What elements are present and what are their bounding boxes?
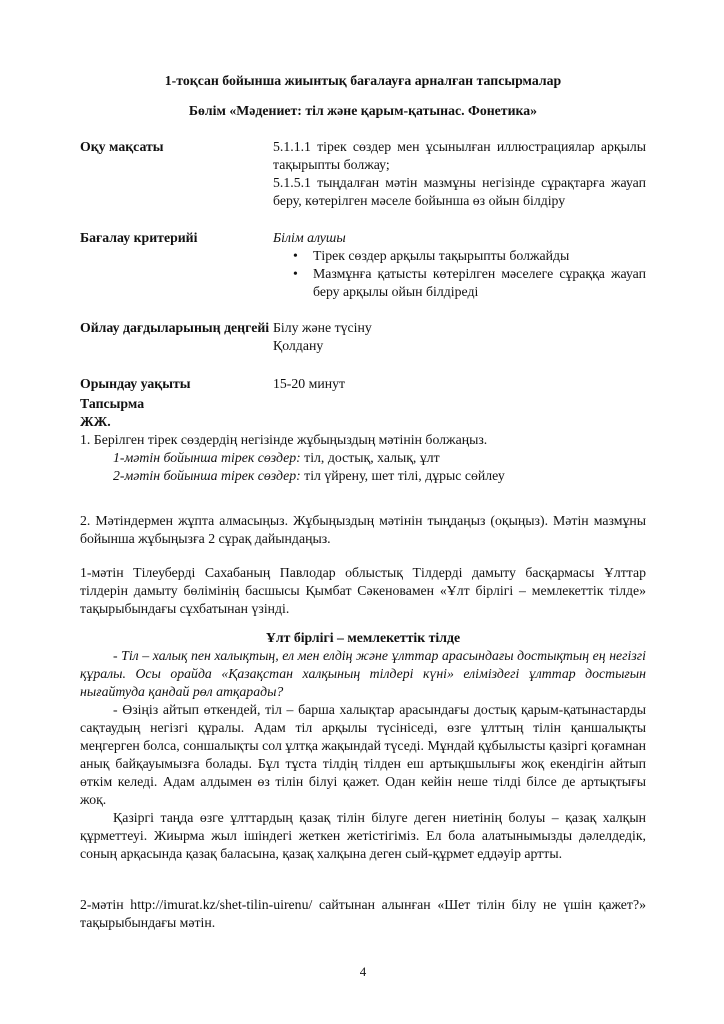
- thinking-value: [273, 319, 646, 355]
- task-section: [80, 395, 646, 485]
- thinking-level: Қолдану: [273, 338, 324, 353]
- text1-keywords-label: 1-мәтін бойынша тірек сөздер:: [113, 450, 301, 465]
- criteria-list: [273, 247, 646, 301]
- text1-intro: 1-мәтін Тілеуберді Сахабаның Павлодар облыстық Тілдерді дамыту басқармасы Ұлттар тілдерін дамыту бөлімінің басшысы Қымбат Сәкеновамен «Ұлт бірлігі – мемлекеттік тілде» тақырыбындағы сұхбатынан үзінді.: [80, 565, 646, 616]
- text2-intro: 2-мәтін http://imurat.kz/shet-tilin-uirenu/ сайтынан алынған «Шет тілін білу не үшін қажет?» тақырыбындағы мәтін.: [80, 897, 646, 930]
- article-question: - Тіл – халық пен халықтың, ел мен елдің және ұлттар арасындағы достықтың ең негізгі құралы. Осы орайда «Қазақстан халқының тілдері күні» еліміздегі ұлттар достығын нығайтуда қандай рөл атқарады?: [80, 648, 646, 699]
- text2-keywords-words: тіл үйрену, шет тілі, дұрыс сөйлеу: [300, 468, 505, 483]
- criteria-intro: Білім алушы: [273, 230, 346, 245]
- text2-keywords: [80, 467, 646, 485]
- time-label: Орындау уақыты: [80, 376, 191, 391]
- criteria-label: Бағалау критерийі: [80, 230, 198, 245]
- article-answer-paragraph: Қазіргі таңда өзге ұлттардың қазақ тілін білуге деген ниетінің болуы – қазақ халқын құрметтеуі. Жиырма жыл ішіндегі жеткен жетістігіміз. Ел бола алатынымызды дәлелдедік, соның арқасында қазақ баласына, қазақ халқына деген сый-құрмет еддәуір артты.: [80, 810, 646, 861]
- criteria-item: • Тірек сөздер арқылы тақырыпты болжайды: [273, 247, 646, 265]
- section-title: Бөлім «Мәдениет: тіл және қарым-қатынас. Фонетика»: [188, 103, 538, 118]
- objective-item: 5.1.1.1 тірек сөздер мен ұсынылған иллюстрациялар арқылы тақырыпты болжау;: [273, 139, 646, 172]
- article-answer-paragraph: - Өзіңіз айтып өткендей, тіл – барша халықтар арасындағы достық қарым-қатынастарды сақтаудың негізгі құралы. Адам тіл арқылы түсініседі, өзге ұлттың тілін қаншалықты меңгерген болса, соншалықты сол ұлтқа жақындай түседі. Мұндай құбылысты қазіргі қоғамнан анық байқауымызға болады. Бұл тұста тілдің тілден еш артықшылығы жоқ екендігін айтып өткім келеді. Адам алдымен өз тілін білуі қажет. Одан кейін неше тілді білсе де артықтығы жоқ.: [80, 702, 646, 807]
- text2-keywords-label: 2-мәтін бойынша тірек сөздер:: [113, 468, 301, 483]
- article-title: Ұлт бірлігі – мемлекеттік тілде: [265, 630, 461, 645]
- thinking-row: [80, 319, 646, 355]
- page-number: 4: [359, 964, 367, 979]
- objectives-value: [273, 138, 646, 210]
- objective-item: 5.1.5.1 тыңдалған мәтін мазмұны негізінде сұрақтарға жауап беру, көтерілген мәселе бойынша өз ойын білдіру: [273, 175, 646, 208]
- criteria-item: • Мазмұнға қатысты көтерілген мәселеге сұраққа жауап беру арқылы ойын білдіреді: [273, 265, 646, 301]
- task-subheading: ЖЖ.: [80, 414, 111, 429]
- thinking-level: Білу және түсіну: [273, 320, 372, 335]
- document-title: 1-тоқсан бойынша жиынтық бағалауға арналған тапсырмалар: [164, 73, 562, 88]
- task-item-2: 2. Мәтіндермен жұпта алмасыңыз. Жұбыңыздың мәтінін тыңдаңыз (оқыңыз). Мәтін мазмұны бойынша жұбыңызға 2 сұрақ дайындаңыз.: [80, 513, 646, 546]
- task-item-1: 1. Берілген тірек сөздердің негізінде жұбыңыздың мәтінін болжаңыз.: [80, 432, 488, 447]
- document-page: [80, 0, 646, 1024]
- article: [80, 629, 646, 863]
- text1-keywords: [80, 449, 646, 467]
- objectives-row: [80, 138, 646, 210]
- criteria-value: [273, 229, 646, 301]
- time-value: 15-20 минут: [273, 376, 346, 391]
- text1-keywords-words: тіл, достық, халық, ұлт: [300, 450, 440, 465]
- time-row: [80, 375, 646, 393]
- task-heading: Тапсырма: [80, 396, 145, 411]
- thinking-label: Ойлау дағдыларының деңгейі: [80, 320, 270, 335]
- criteria-row: [80, 229, 646, 301]
- assessment-meta-table: [80, 138, 646, 415]
- objectives-label: Оқу мақсаты: [80, 139, 164, 154]
